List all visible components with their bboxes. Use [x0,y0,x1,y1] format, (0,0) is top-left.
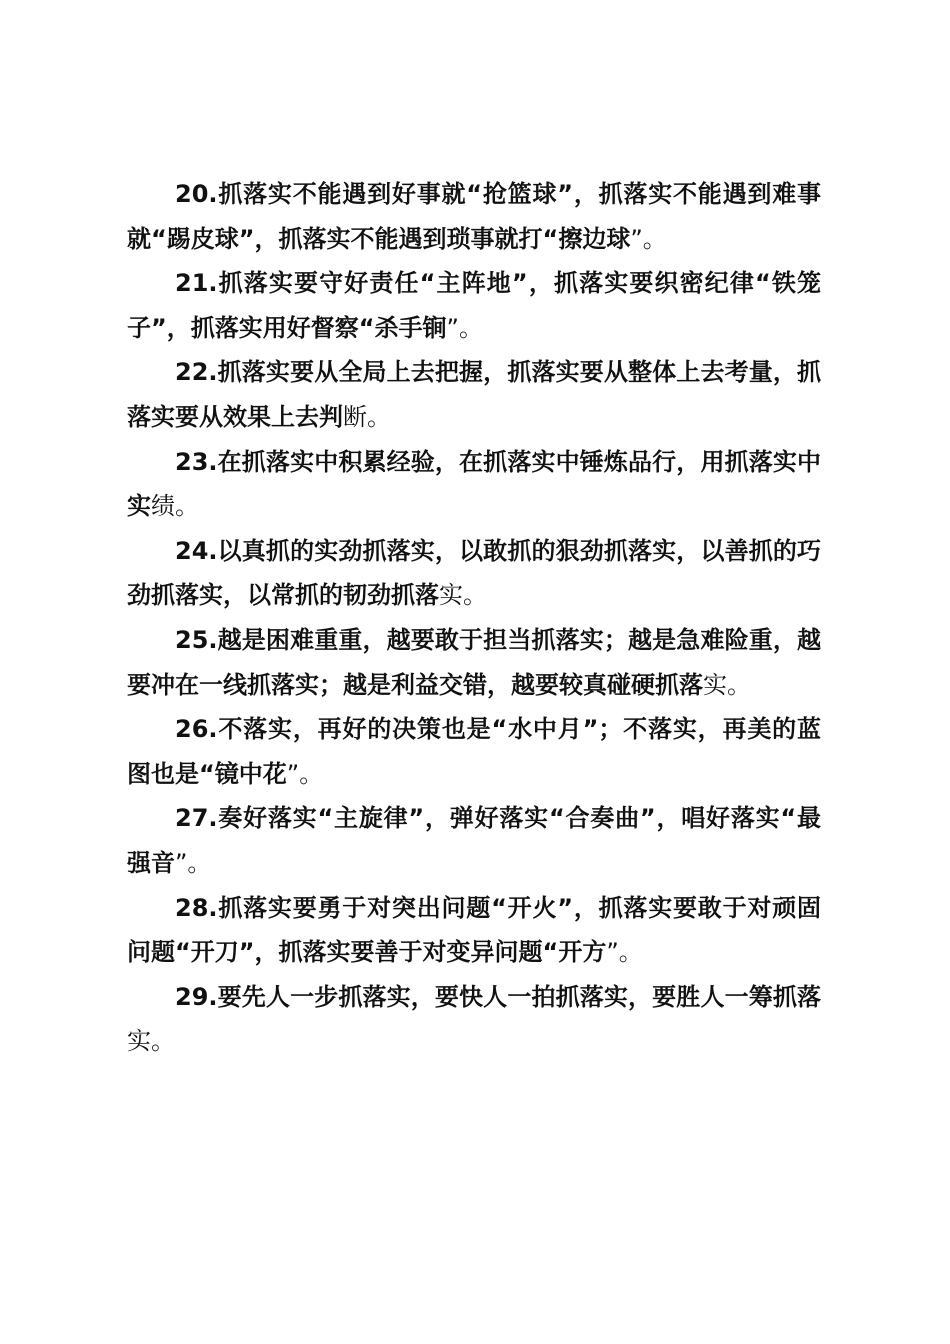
paragraph-28 [127,886,821,975]
paragraph-number: 21. [175,269,218,298]
paragraph-25 [127,618,821,707]
paragraph-21 [127,261,821,350]
paragraph-text: 要先人一步抓落实，要快人一拍抓落实，要胜人一筹抓落 [217,982,821,1011]
paragraph-ending: ”。 [286,759,324,788]
paragraph-text: 抓落实要从全局上去把握，抓落实要从整体上去考量，抓落实要从效果上去判 [127,358,821,431]
paragraph-number: 28. [175,893,218,922]
paragraph-ending: ”。 [175,848,212,877]
paragraph-text: 抓落实要勇于对突出问题“开火”，抓落实要敢于对顽固问题“开刀”，抓落实要善于对变异问题“开方 [127,893,821,967]
paragraph-26 [127,707,821,796]
paragraph-text: 越是困难重重，越要敢于担当抓落实；越是急难险重，越要冲在一线抓落实；越是利益交错，越要较真碰硬抓落 [127,625,821,699]
paragraph-ending: 实。 [703,670,751,699]
paragraph-number: 26. [175,715,218,744]
paragraph-number: 23. [175,447,218,476]
paragraph-number: 29. [175,982,218,1011]
paragraph-29 [127,975,821,1064]
paragraph-ending: ”。 [446,313,483,342]
paragraph-text: 奏好落实“主旋律”，弹好落实“合奏曲”，唱好落实“最强音 [127,804,821,877]
paragraph-27 [127,796,821,885]
document-page [127,172,821,1064]
paragraph-ending: 实。 [439,581,487,610]
paragraph-ending: 绩。 [151,492,199,521]
paragraph-text: 抓落实要守好责任“主阵地”，抓落实要织密纪律“铁笼子”，抓落实用好督察“杀手锏 [127,269,821,342]
paragraph-number: 27. [175,804,218,833]
paragraph-number: 20. [175,180,218,208]
paragraph-ending: ”。 [606,938,643,967]
paragraph-24 [127,529,821,618]
paragraph-22 [127,350,821,439]
paragraph-text: 在抓落实中积累经验，在抓落实中锤炼品行，用抓落实中实 [127,447,821,521]
paragraph-23 [127,440,821,529]
paragraph-number: 22. [175,358,218,387]
paragraph-number: 24. [175,536,218,565]
paragraph-text: 不落实，再好的决策也是“水中月”；不落实，再美的蓝图也是“镜中花 [127,715,821,788]
paragraph-ending: 断。 [343,402,391,431]
paragraph-text: 以真抓的实劲抓落实，以敢抓的狠劲抓落实，以善抓的巧劲抓落实，以常抓的韧劲抓落 [127,536,821,610]
paragraph-text: 抓落实不能遇到好事就“抢篮球”，抓落实不能遇到难事就“踢皮球”，抓落实不能遇到琐事就打“擦边球 [127,180,821,253]
paragraph-number: 25. [175,625,218,654]
paragraph-20 [127,172,821,261]
paragraph-ending: ”。 [630,224,667,253]
paragraph-ending: 实。 [127,1027,175,1056]
